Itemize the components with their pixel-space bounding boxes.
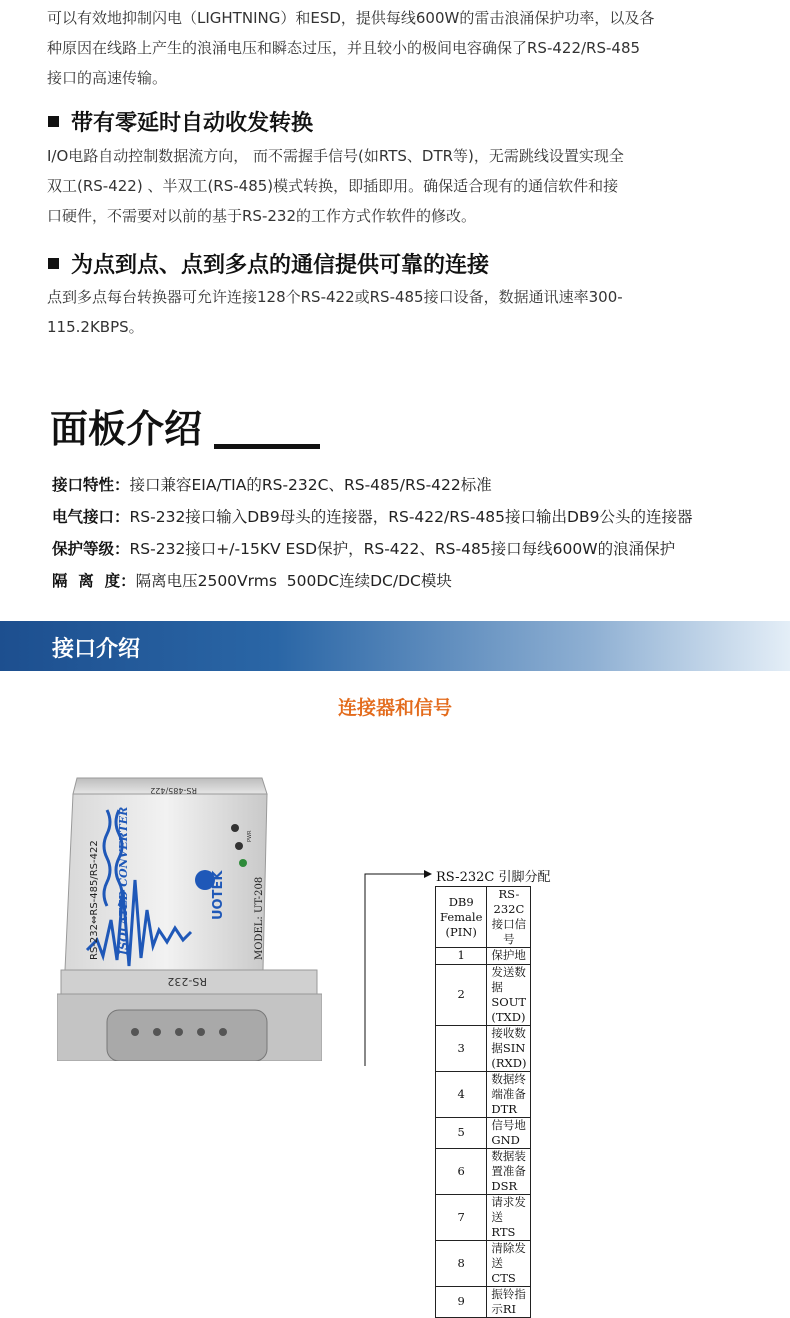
spec-row	[52, 473, 492, 495]
intro-line: 可以有效地抑制闪电（LIGHTNING）和ESD，提供每线600W的雷击浪涌保护功率，以及各	[47, 9, 655, 27]
table-row	[436, 1240, 531, 1286]
spec-label: 接口特性：	[52, 476, 130, 494]
pin-signal: 信号地 GND	[487, 1117, 531, 1148]
banner-title: 接口介绍	[52, 637, 141, 662]
title-underline	[214, 444, 320, 449]
pin-signal: 请求发送RTS	[487, 1194, 531, 1240]
pin-number: 7	[436, 1194, 487, 1240]
interface-banner	[0, 621, 790, 671]
device-vertical-text: ISOLATED CONVERTER	[117, 806, 130, 955]
pin-number: 3	[436, 1025, 487, 1071]
section-line: 口硬件，不需要对以前的基于RS-232的工作方式作软件的修改。	[47, 207, 476, 225]
pin-table	[435, 886, 531, 1318]
pin-number: 1	[436, 948, 487, 965]
converter-device-image	[57, 770, 322, 1061]
pin-number: 5	[436, 1117, 487, 1148]
spec-value: 接口兼容EIA/TIA的RS-232C、RS-485/RS-422标准	[129, 476, 492, 494]
section-line: 115.2KBPS。	[47, 318, 144, 336]
section-title: 带有零延时自动收发转换	[71, 111, 314, 136]
pin-signal: 振铃指示RI	[487, 1286, 531, 1317]
pin-number: 8	[436, 1240, 487, 1286]
pin-number: 9	[436, 1286, 487, 1317]
panel-title-text: 面板介绍	[50, 407, 203, 451]
spec-label: 保护等级：	[52, 540, 130, 558]
section-line: 点到多点每台转换器可允许连接128个RS-422或RS-485接口设备，数据通讯速率300-	[47, 288, 623, 306]
model-label: MODEL: UT-208	[254, 876, 265, 960]
column-header-pin: DB9 Female (PIN)	[436, 887, 487, 948]
table-row	[436, 1117, 531, 1148]
arrow-right-icon	[424, 870, 432, 878]
txd-led-icon	[239, 859, 247, 867]
spec-value: RS-232接口+/-15KV ESD保护，RS-422、RS-485接口每线600W的浪涌保护	[129, 540, 676, 558]
intro-paragraph	[47, 3, 747, 93]
pin-signal: 数据装置准备DSR	[487, 1148, 531, 1194]
table-row	[436, 1194, 531, 1240]
section-heading-auto-switch	[48, 106, 313, 137]
table-row	[436, 1148, 531, 1194]
table-row	[436, 1286, 531, 1317]
section-line: 双工(RS-422) 、半双工(RS-485)模式转换，即插即用。确保适合现有的通信软件和接	[47, 177, 619, 195]
connector-subtitle: 连接器和信号	[337, 697, 452, 719]
spec-row	[52, 569, 452, 591]
table-header-row	[436, 887, 531, 948]
section-line: I/O电路自动控制数据流方向， 而不需握手信号(如RTS、DTR等)，无需跳线设置实现全	[47, 147, 624, 165]
pointer-line	[364, 866, 436, 1066]
pwr-led-icon	[231, 824, 239, 832]
table-row	[436, 964, 531, 1025]
spec-row	[52, 537, 675, 559]
bullet-square-icon	[48, 116, 59, 127]
panel-title	[50, 398, 320, 453]
section-heading-reliable-connection	[48, 248, 489, 279]
intro-line: 接口的高速传输。	[47, 69, 168, 87]
pin-signal: 数据终端准备DTR	[487, 1071, 531, 1117]
led-label: PWR	[247, 830, 253, 842]
spec-value: 隔离电压2500Vrms 500DC连续DC/DC模块	[135, 572, 452, 590]
column-header-signal: RS-232C 接口信号	[487, 887, 531, 948]
section-title: 为点到点、点到多点的通信提供可靠的连接	[71, 253, 490, 278]
spec-label: 隔 离 度：	[52, 572, 136, 590]
db9-connector	[107, 1010, 267, 1061]
brand-name: UOTEK	[211, 870, 226, 920]
spec-row	[52, 505, 692, 527]
intro-line: 种原因在线路上产生的浪涌电压和瞬态过压，并且较小的极间电容确保了RS-422/RS-485	[47, 39, 641, 57]
table-row	[436, 1025, 531, 1071]
pin-number: 2	[436, 964, 487, 1025]
pin-table-caption: RS-232C 引脚分配	[436, 870, 551, 885]
device-vertical-text: RS-232⇔RS-485/RS-422	[89, 840, 100, 960]
pin-signal: 发送数据SOUT (TXD)	[487, 964, 531, 1025]
spec-label: 电气接口：	[52, 508, 130, 526]
pin-signal: 保护地	[487, 948, 531, 965]
section-paragraph	[47, 141, 747, 231]
pin-number: 4	[436, 1071, 487, 1117]
pin-signal: 接收数据SIN (RXD)	[487, 1025, 531, 1071]
spec-value: RS-232接口输入DB9母头的连接器，RS-422/RS-485接口输出DB9公头的连接器	[129, 508, 693, 526]
pin-number: 6	[436, 1148, 487, 1194]
bottom-port-label: RS-232	[167, 975, 207, 988]
rxd-led-icon	[235, 842, 243, 850]
section-paragraph	[47, 282, 747, 342]
table-row	[436, 1071, 531, 1117]
top-port-label: RS-485/422	[150, 786, 197, 795]
bullet-square-icon	[48, 258, 59, 269]
pin-signal: 清除发送CTS	[487, 1240, 531, 1286]
table-row	[436, 948, 531, 965]
